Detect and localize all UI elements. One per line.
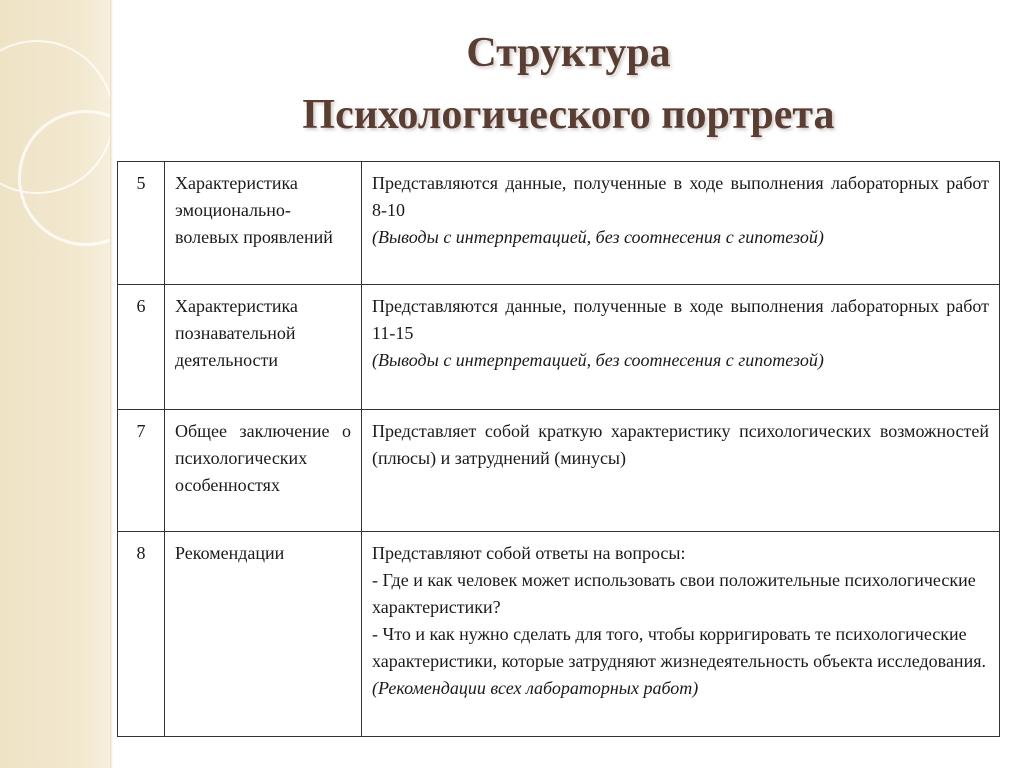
page-title-line2: Психологического портрета	[302, 92, 835, 138]
description-text: Представляются данные, полученные в ходе выполнения лабораторных работ 8-10	[372, 173, 989, 220]
row-number: 8	[118, 532, 165, 737]
recommendation-question: - Где и как человек может использовать свои положительные психологические характеристики?	[372, 570, 976, 617]
section-name: Характеристика эмоционально-волевых проявлений	[165, 162, 362, 285]
description-note: (Выводы с интерпретацией, без соотнесения с гипотезой)	[372, 227, 824, 247]
section-name: Общее заключение о психологических особенностях	[165, 410, 362, 532]
recommendation-question: - Что и как нужно сделать для того, чтобы корригировать те психологические характеристики, которые затрудняют жизнедеятельность объекта исследования.	[372, 624, 986, 671]
description-text: Представляет собой краткую характеристику психологических возможностей (плюсы) и затруднений (минусы)	[372, 421, 989, 468]
section-name: Характеристика познавательной деятельности	[165, 285, 362, 410]
recommendations-intro: Представляют собой ответы на вопросы:	[372, 543, 686, 563]
description-text: Представляются данные, полученные в ходе выполнения лабораторных работ 11-15	[372, 296, 989, 343]
table-row	[118, 162, 1000, 285]
section-description	[362, 162, 1000, 285]
section-description	[362, 532, 1000, 737]
section-name: Рекомендации	[165, 532, 362, 737]
row-number: 6	[118, 285, 165, 410]
description-note: (Рекомендации всех лабораторных работ)	[372, 678, 699, 698]
section-description	[362, 410, 1000, 532]
section-description	[362, 285, 1000, 410]
page-title-line1: Структура	[466, 30, 671, 76]
table-row	[118, 285, 1000, 410]
row-number: 5	[118, 162, 165, 285]
table-row	[118, 410, 1000, 532]
description-note: (Выводы с интерпретацией, без соотнесения с гипотезой)	[372, 350, 824, 370]
portrait-structure-table	[117, 161, 1000, 737]
row-number: 7	[118, 410, 165, 532]
table-row	[118, 532, 1000, 737]
decorative-side-band	[0, 0, 110, 768]
